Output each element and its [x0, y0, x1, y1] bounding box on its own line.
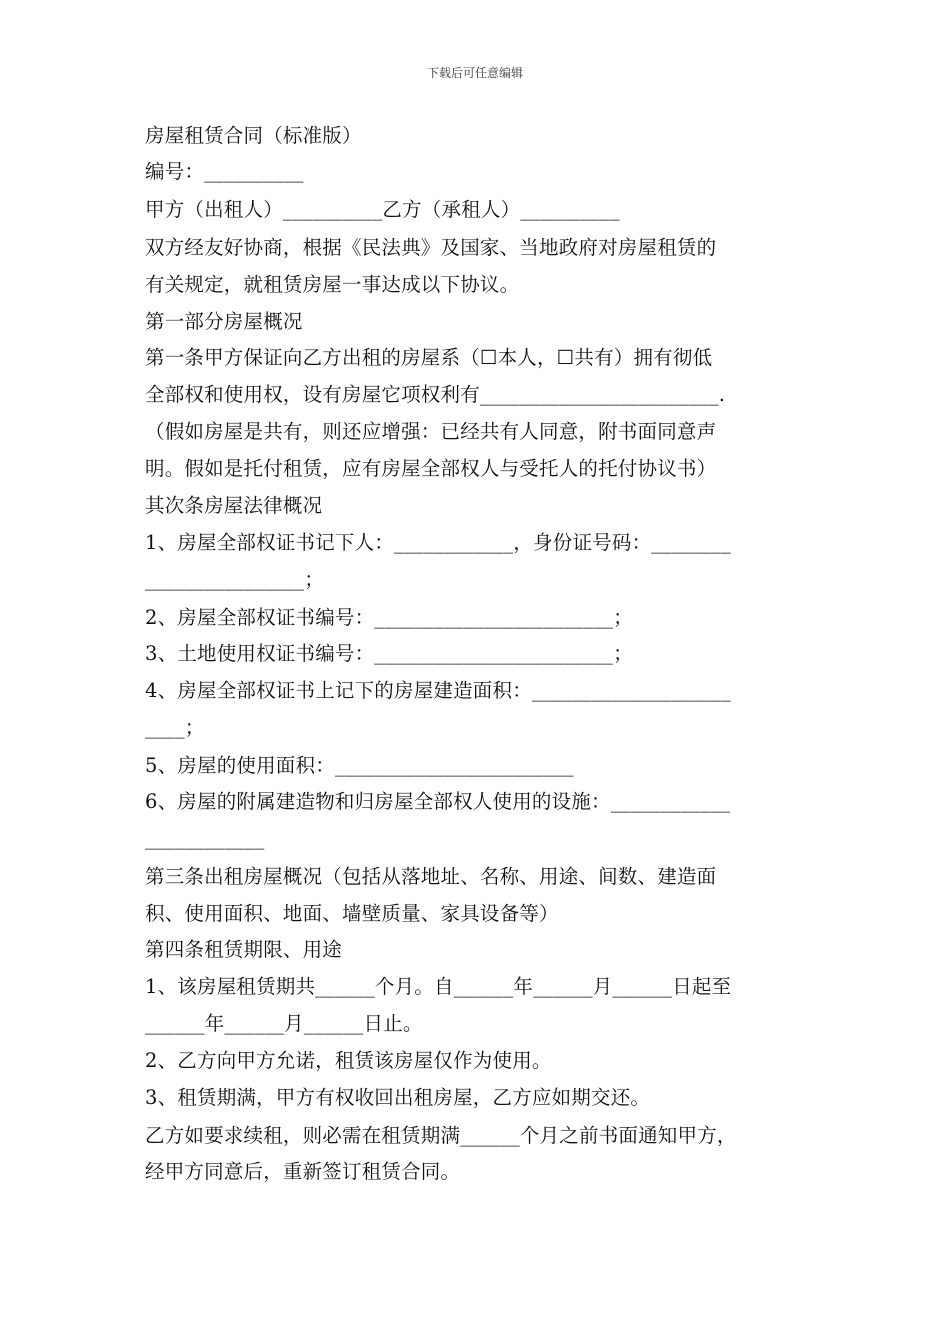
section-heading: 第四条租赁期限、用途 [145, 938, 343, 961]
paragraph-line: 明。假如是托付租赁，应有房屋全部权人与受托人的托付协议书） [145, 457, 717, 480]
list-item: 4、房屋全部权证书上记下的房屋建造面积：____________________ [145, 679, 731, 702]
list-item: 3、土地使用权证书编号：________________________； [145, 642, 633, 665]
paragraph-line: 积、使用面积、地面、墙壁质量、家具设备等） [145, 902, 559, 925]
section-heading: 第一部分房屋概况 [145, 310, 303, 333]
paragraph-line: 经甲方同意后，重新签订租赁合同。 [145, 1160, 461, 1183]
list-item: 1、该房屋租赁期共______个月。自______年______月______日起至 [145, 975, 732, 998]
list-item: 2、房屋全部权证书编号：________________________； [145, 606, 633, 629]
list-item-cont: ________________； [145, 568, 324, 591]
page-header: 下载后可任意编辑 [426, 66, 523, 80]
list-item: 3、租赁期满，甲方有权收回出租房屋，乙方应如期交还。 [145, 1086, 651, 1109]
list-item-cont: ____________ [145, 827, 265, 850]
parties-line: 甲方（出租人）__________乙方（承租人）__________ [145, 198, 620, 221]
paragraph-line: 有关规定，就租赁房屋一事达成以下协议。 [145, 273, 520, 296]
list-item: 6、房屋的附属建造物和归房屋全部权人使用的设施：____________ [145, 790, 731, 813]
paragraph-line: 乙方如要求续租，则必需在租赁期满______个月之前书面通知甲方， [145, 1124, 737, 1147]
paragraph-line: 双方经友好协商，根据《民法典》及国家、当地政府对房屋租赁的 [145, 236, 717, 259]
list-item-cont: ______年______月______日止。 [145, 1012, 423, 1035]
paragraph-line: 第一条甲方保证向乙方出租的房屋系（☐本人，☐共有）拥有彻低 [145, 346, 713, 369]
contract-number: 编号：__________ [145, 160, 304, 183]
list-item-cont: ____； [145, 716, 205, 739]
list-item: 5、房屋的使用面积：________________________ [145, 754, 574, 777]
paragraph-line: （假如房屋是共有，则还应增强：已经共有人同意，附书面同意声 [145, 420, 717, 443]
paragraph-line: 全部权和使用权，设有房屋它项权利有________________________. [145, 383, 726, 406]
list-item: 1、房屋全部权证书记下人：____________，身份证号码：________ [145, 531, 731, 554]
section-heading: 第三条出租房屋概况（包括从落地址、名称、用途、间数、建造面 [145, 865, 717, 888]
list-item: 2、乙方向甲方允诺，租赁该房屋仅作为使用。 [145, 1049, 552, 1072]
doc-title: 房屋租赁合同（标准版） [145, 124, 362, 147]
section-heading: 其次条房屋法律概况 [145, 494, 323, 517]
